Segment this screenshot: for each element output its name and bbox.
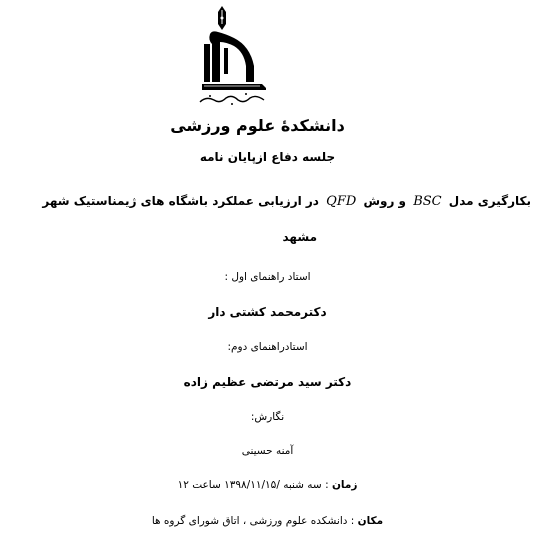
- place-value: : دانشکده علوم ورزشی ، اتاق شورای گروه ها: [151, 515, 355, 527]
- author-name: آمنه حسینی: [241, 445, 294, 457]
- logo-caption-text: [190, 92, 290, 100]
- thesis-title-part-3: در ارزیابی عملکرد باشگاه های ژیمناستیک شهر: [42, 194, 319, 208]
- thesis-title-line-2: مشهد: [282, 230, 317, 244]
- thesis-acronym-bsc: BSC: [413, 194, 442, 209]
- defense-time: [0, 480, 535, 491]
- defense-place: [0, 516, 535, 527]
- first-advisor-name: دکترمحمد کشتی دار: [208, 305, 327, 319]
- time-label: زمان: [331, 479, 358, 491]
- first-advisor-label: استاد راهنمای اول :: [224, 271, 311, 283]
- author-label: نگارش:: [250, 411, 285, 423]
- second-advisor-name: دکتر سید مرتضی عظیم زاده: [183, 375, 352, 389]
- faculty-name: دانشکدۀ علوم ورزشی: [170, 116, 345, 135]
- time-value: : سه شنبه /۱۳۹۸/۱۱/۱۵ ساعت ۱۲: [177, 479, 329, 491]
- second-advisor-label: استادراهنمای دوم:: [227, 341, 308, 353]
- place-label: مکان: [357, 515, 384, 527]
- thesis-title-part-1: بکارگیری مدل: [448, 194, 531, 208]
- thesis-title-line-1: [0, 195, 531, 208]
- thesis-acronym-qfd: QFD: [326, 194, 357, 209]
- thesis-title-part-2: و روش: [363, 194, 407, 208]
- session-title: جلسه دفاع ازپایان نامه: [199, 150, 336, 164]
